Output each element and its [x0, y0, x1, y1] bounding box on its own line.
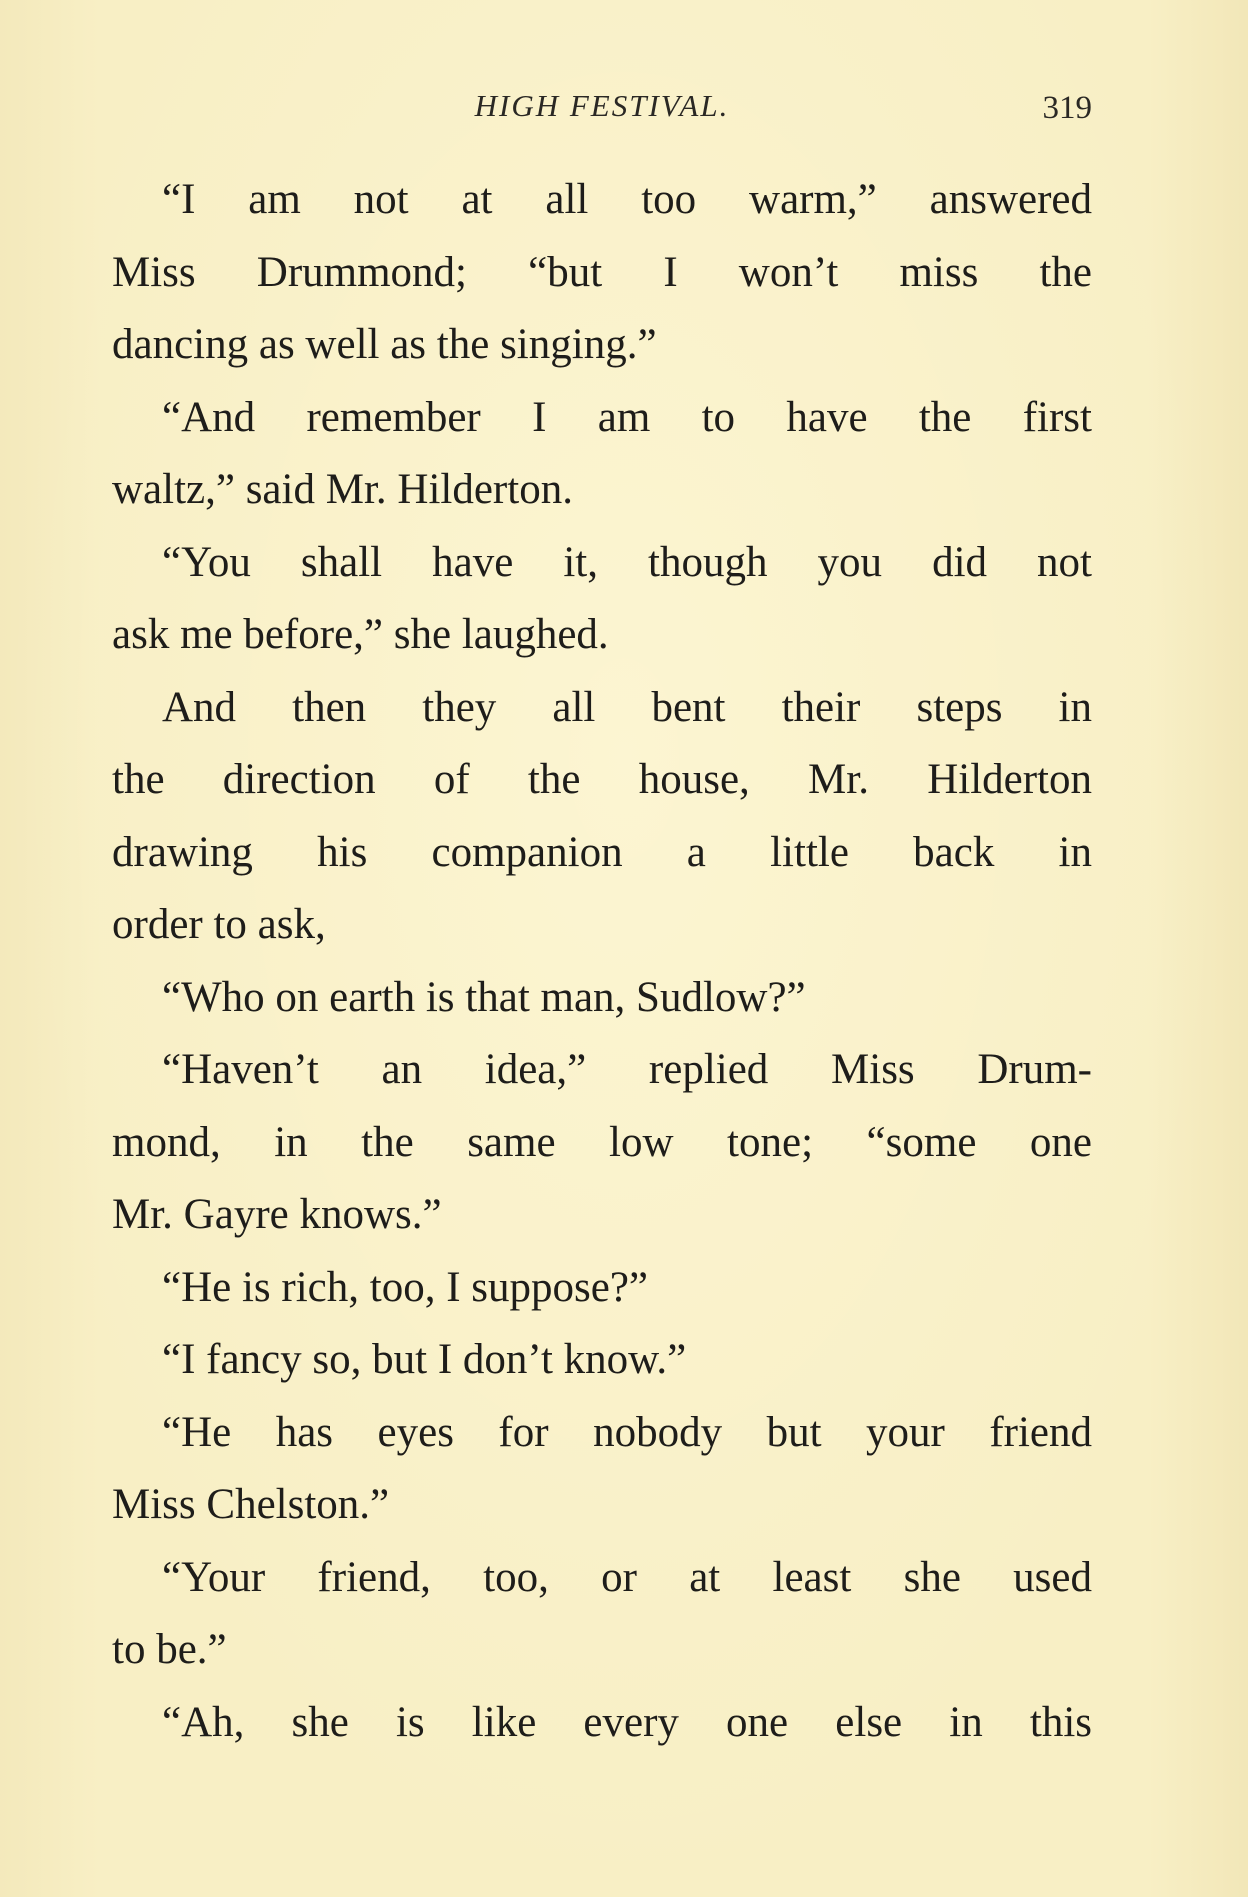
text-line: And then they all bent their steps in: [162, 683, 1092, 731]
text-line: “Haven’t an idea,” replied Miss Drum-: [162, 1046, 1092, 1093]
text-line: “He is rich, too, I suppose?”: [162, 1263, 648, 1311]
text-line: waltz,” said Mr. Hilderton.: [112, 466, 573, 513]
text-line: ask me before,” she laughed.: [112, 611, 609, 658]
text-line: to be.”: [112, 1626, 227, 1673]
text-line: dancing as well as the singing.”: [112, 321, 657, 368]
text-line: “Ah, she is like every one else in this: [162, 1698, 1092, 1746]
text-line: Miss Drummond; “but I won’t miss the: [112, 248, 1092, 296]
text-line: “Who on earth is that man, Sudlow?”: [162, 973, 806, 1021]
body-text: [112, 164, 1092, 1759]
text-line: mond, in the same low tone; “some one: [112, 1118, 1092, 1166]
text-line: drawing his companion a little back in: [112, 828, 1092, 876]
text-line: “Your friend, too, or at least she used: [162, 1553, 1092, 1601]
text-line: “You shall have it, though you did not: [162, 538, 1092, 586]
text-line: “And remember I am to have the first: [162, 393, 1092, 441]
text-line: Miss Chelston.”: [112, 1481, 390, 1528]
text-line: the direction of the house, Mr. Hilderton: [112, 756, 1092, 803]
page-header: [112, 88, 1092, 132]
text-line: “He has eyes for nobody but your friend: [162, 1408, 1092, 1456]
text-line: “I am not at all too warm,” answered: [162, 176, 1092, 223]
text-line: Mr. Gayre knows.”: [112, 1191, 442, 1238]
text-line: “I fancy so, but I don’t know.”: [162, 1336, 687, 1383]
text-line: order to ask,: [112, 901, 326, 948]
running-head: HIGH FESTIVAL.: [474, 88, 730, 123]
page-number: 319: [1042, 90, 1092, 126]
